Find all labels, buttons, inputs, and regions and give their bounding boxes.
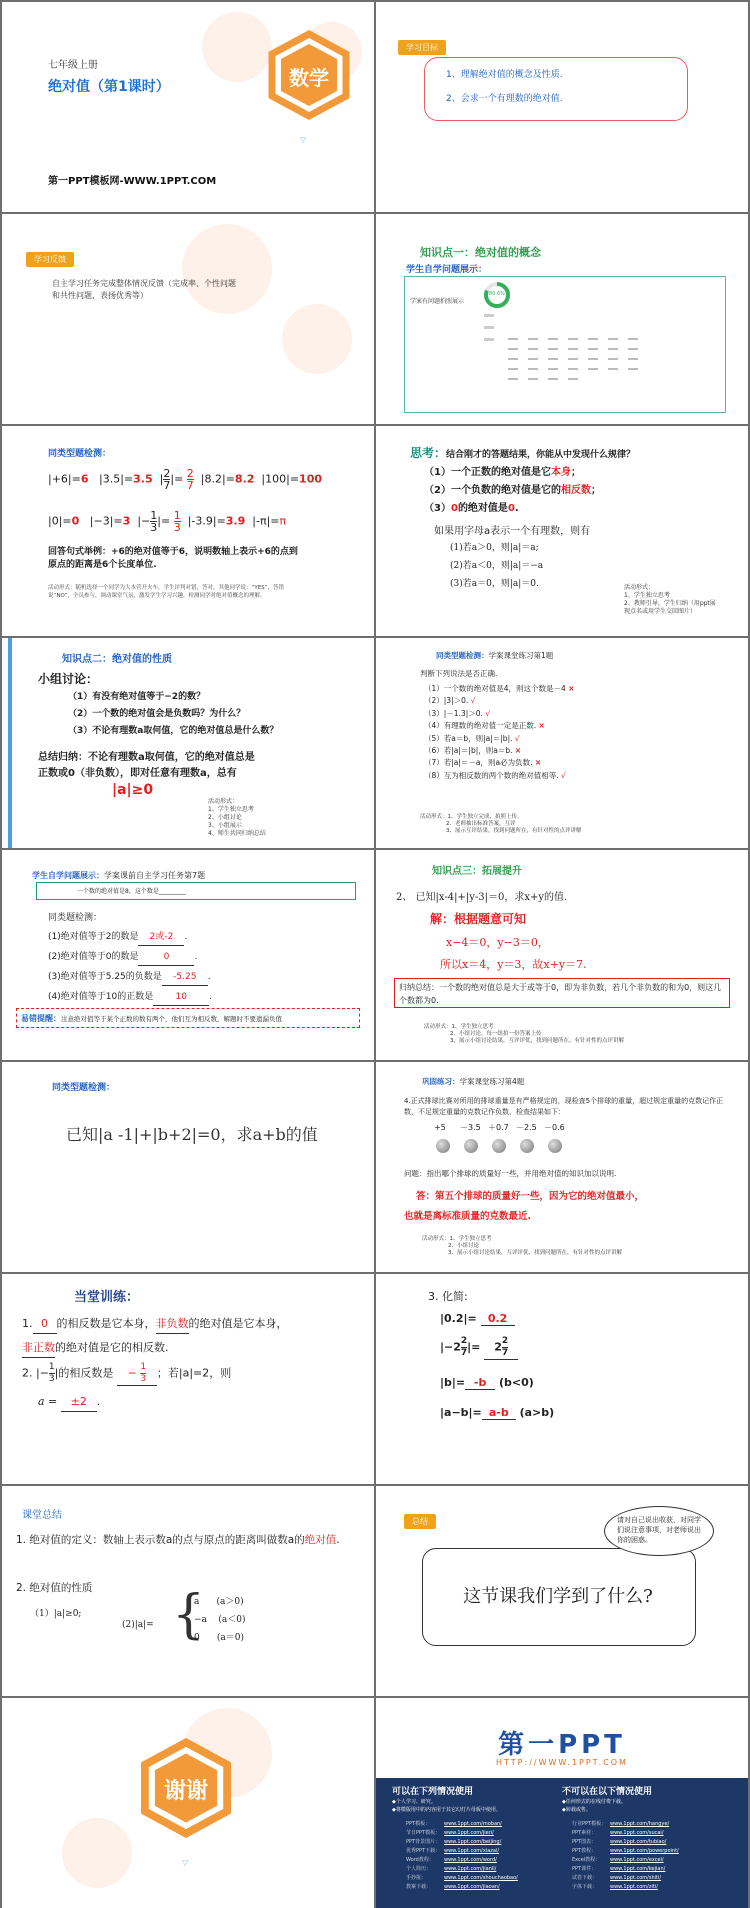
rule-3: （3）0的绝对值是0. bbox=[424, 503, 519, 514]
slide-volleyball bbox=[376, 1062, 748, 1272]
think-activity: 活动形式： 1、学生独立思考 2、教师引导，学生归纳（用ppt展 现点名或用学生交回图片） bbox=[624, 584, 716, 615]
link-row[interactable]: 节日PPT模板： www.1ppt.com/jieri/ bbox=[406, 1830, 494, 1836]
reflect-main: 这节课我们学到了什么? bbox=[463, 1586, 653, 1607]
row-1: |+6|=6 |3.5|=3.5 | $\frac{2}{7}$ |= $\frac{2}{7}$ |8.2|=8.2 |100|=100 bbox=[48, 467, 323, 492]
concept-heading: 知识点一：绝对值的概念 bbox=[420, 246, 541, 259]
st-question-box: 一个数的绝对值是8，这个数是_________ bbox=[36, 882, 356, 900]
concept-sub: 学生自学问题展示： bbox=[406, 265, 488, 275]
link-row[interactable]: PPT背景图片： www.1ppt.com/beijing/ bbox=[406, 1839, 502, 1845]
summary-line-2: 2. 绝对值的性质 bbox=[16, 1582, 93, 1594]
c2-question: 已知|a -1|+|b+2|=0，求a+b的值 bbox=[66, 1125, 318, 1144]
answer-sample: 回答句式举例：+6的绝对值等于6，说明数轴上表示+6的点到原点的距离是6个长度单位. bbox=[48, 547, 298, 570]
slide-goals bbox=[376, 2, 748, 212]
nonneg-formula: |a|≥0 bbox=[112, 782, 154, 798]
lesson-title: 绝对值（第1课时） bbox=[48, 79, 170, 95]
tf-item-5: （5）若a＝b，则|a|＝|b|. √ bbox=[424, 733, 520, 743]
st-sub: 同类题检测： bbox=[48, 913, 103, 923]
slide-footer bbox=[376, 1698, 748, 1908]
slide-check-2 bbox=[2, 1062, 374, 1272]
vb-values: +5 －3.5 ＋0.7 －2.5 －0.6 bbox=[434, 1123, 565, 1132]
tf-heading: 同类型题检测：学案课堂练习第1题 bbox=[436, 651, 554, 660]
link-row[interactable]: Excel教程： www.1ppt.com/excel/ bbox=[572, 1857, 664, 1863]
slide-title bbox=[2, 2, 374, 212]
tf-item-1: （1）一个数的绝对值是4，则这个数是－4 × bbox=[424, 684, 575, 693]
rule-2: （2）一个负数的绝对值是它的相反数； bbox=[424, 485, 601, 496]
slide-reflect bbox=[376, 1486, 748, 1696]
summary-tag: 课堂总结 bbox=[22, 1510, 62, 1521]
rule-1: （1）一个正数的绝对值是它本身； bbox=[424, 467, 581, 478]
vb-balls bbox=[436, 1138, 562, 1157]
slide-abs-check bbox=[2, 426, 374, 636]
triangle-icon: ▽ bbox=[182, 1858, 189, 1867]
grade-label: 七年级上册 bbox=[48, 60, 98, 71]
letter-a-line: 如果用字母a表示一个有理数，则有 bbox=[434, 526, 591, 537]
property-2: (2)|a|= bbox=[122, 1620, 154, 1630]
simplify-row-4: |a−b|= a-b (a>b) bbox=[440, 1406, 555, 1419]
link-row[interactable]: PPT图表： www.1ppt.com/tubiao/ bbox=[572, 1839, 667, 1845]
math-logo-text: 数学 bbox=[289, 66, 329, 90]
link-row[interactable]: 试卷下载： www.1ppt.com/shiti/ bbox=[572, 1875, 662, 1881]
links-right bbox=[572, 1820, 679, 1892]
tf-item-7: （7）若|a|＝－a，则a必为负数. × bbox=[424, 758, 542, 768]
volleyball-icon bbox=[436, 1139, 450, 1153]
vb-activity: 活动形式：1、学生独立思考 2、小组讨论 3、展示小组讨论结果，互评评优，找到问题所在，有针对性的点评讲解 bbox=[422, 1236, 623, 1256]
ext-heading: 知识点三：拓展提升 bbox=[432, 866, 522, 877]
st-warn-box: 易错提醒：注意绝对值等于某个正数的数有两个，他们互为相反数，解题时不要遗漏负值 bbox=[16, 1008, 360, 1028]
st-line-2: (2)绝对值等于0的数是 0 . bbox=[48, 950, 197, 966]
link-row[interactable]: PPT模板： www.1ppt.com/moban/ bbox=[406, 1821, 502, 1827]
st-line-1: (1)绝对值等于2的数是 2或-2 . bbox=[48, 930, 187, 946]
practice-line-1: 1. 0 的相反数是它本身，非负数的绝对值是它本身， bbox=[22, 1314, 288, 1334]
summary-1: 总结归纳：不论有理数a取何值，它的绝对值总是 bbox=[38, 752, 255, 763]
activity-note: 活动形式：随机选择一个同学为大本营开火车，学生评判对错，答对，其他同学说：“YES”，答错说“NO”，全员参与，调动课堂气氛，激发学生学习兴趣，检测同学对绝对值概念的理解。 bbox=[48, 585, 285, 599]
case-1: (1)若a＞0，则|a|＝a; bbox=[450, 543, 539, 553]
volleyball-icon bbox=[464, 1139, 478, 1153]
row-2: |0|=0 |−3|=3 |− $\frac{1}{3}$ |= $\frac{1}{3}$ |-3.9|=3.9 |-π|=π bbox=[48, 509, 287, 534]
slide-properties bbox=[2, 638, 374, 848]
tag-goals: 学习目标 bbox=[398, 40, 446, 55]
slide-thanks bbox=[2, 1698, 374, 1908]
simplify-title: 3. 化简: bbox=[428, 1290, 468, 1303]
check-heading: 同类型题检测： bbox=[48, 449, 112, 459]
link-row[interactable]: 字体下载： www.1ppt.com/ziti/ bbox=[572, 1884, 658, 1890]
link-row[interactable]: 行业PPT模板： www.1ppt.com/hangye/ bbox=[572, 1821, 670, 1827]
slide-summary bbox=[2, 1486, 374, 1696]
links-left bbox=[406, 1820, 518, 1892]
goals-box bbox=[424, 57, 688, 121]
tf-item-2: （2）|3|＞0. √ bbox=[424, 696, 476, 706]
vb-question: 问题：指出哪个排球的质量好一些，并用绝对值的知识加以说明. bbox=[404, 1169, 617, 1178]
tf-list bbox=[424, 683, 724, 782]
thanks-text: 谢谢 bbox=[163, 1779, 208, 1804]
link-row[interactable]: 教案下载： www.1ppt.com/jiaoan/ bbox=[406, 1884, 500, 1890]
group-q1: （1）有没有绝对值等于−2的数？ bbox=[68, 692, 206, 702]
slide-practice bbox=[2, 1274, 374, 1484]
simplify-row-1: |0.2|= 0.2 bbox=[440, 1312, 515, 1326]
think-line: 思考：结合刚才的答题结果，你能从中发现什么规律？ bbox=[410, 446, 636, 460]
case-2: (2)若a＜0，则|a|＝−a bbox=[450, 561, 544, 571]
c2-heading: 同类型题检测： bbox=[52, 1083, 116, 1093]
practice-line-3: 2. |− $\frac{1}{3}$ |的相反数是 − $\frac{1}{3}$ ；若|a|=2，则 bbox=[22, 1362, 232, 1384]
reflect-tag: 总结 bbox=[404, 1514, 436, 1529]
stats-table bbox=[484, 314, 664, 394]
simplify-row-3: |b|= -b (b<0) bbox=[440, 1376, 534, 1389]
cannot-heading: 不可以在以下情况使用 bbox=[562, 1787, 653, 1797]
tf-item-8: （8）互为相反数的两个数的绝对值相等. √ bbox=[424, 770, 566, 780]
volleyball-icon bbox=[492, 1139, 506, 1153]
slide-same-type bbox=[2, 850, 374, 1060]
group-q2: （2）一个数的绝对值会是负数吗？为什么？ bbox=[68, 709, 246, 719]
case-pos: a (a＞0) bbox=[194, 1597, 244, 1607]
vb-answer-1: 答：第五个排球的质量好一些，因为它的绝对值最小， bbox=[416, 1191, 645, 1202]
left-bar bbox=[8, 638, 12, 848]
can-list: ◆个人学习、研究。 ◆将模版用中的内容用于其它幻灯片母板中使用。 bbox=[392, 1799, 501, 1813]
st-line-4: (4)绝对值等于10的正数是 10 . bbox=[48, 990, 212, 1006]
vb-text: 4.正式排球比赛对所用的排球重量是有严格规定的，现检查5个排球的重量，超过规定重量的克数记作正数，不足规定重量的克数记作负数，检查结果如下： bbox=[404, 1097, 724, 1116]
slide-think bbox=[376, 426, 748, 636]
link-row[interactable]: PPT教程： www.1ppt.com/powerpoint/ bbox=[572, 1848, 679, 1854]
brand-logo: 第一PPT bbox=[498, 1730, 626, 1760]
summary-2: 正数或0（非负数），即对任意有理数a，总有 bbox=[38, 768, 237, 779]
ext-summary: 归纳总结：一个数的绝对值总是大于或等于0，即为非负数，若几个非负数的和为0，则这几个数都为0. bbox=[394, 978, 730, 1008]
ext-line-2: 所以x＝4，y＝3，故x+y＝7. bbox=[440, 958, 587, 971]
goal-2: 2、会求一个有理数的绝对值. bbox=[446, 94, 563, 104]
group-label: 小组讨论： bbox=[38, 672, 99, 686]
case-3: (3)若a＝0，则|a|＝0. bbox=[450, 579, 539, 589]
ext-question: 2、 已知|x-4|+|y-3|＝0，求x+y的值. bbox=[396, 892, 568, 903]
properties-heading: 知识点二：绝对值的性质 bbox=[62, 654, 172, 665]
can-heading: 可以在下列情况使用 bbox=[392, 1787, 474, 1797]
practice-line-2: 非正数的绝对值是它的相反数. bbox=[22, 1338, 169, 1358]
ring-value: 80.6% bbox=[489, 291, 505, 297]
reflect-cloud: 请对自己说出收获，对同学们说注意事项，对老师说出你的困惑。 bbox=[604, 1506, 714, 1556]
property-1: （1）|a|≥0; bbox=[30, 1609, 82, 1619]
photo-label: 学案有问题拍照展示 bbox=[410, 298, 465, 305]
slide-true-false bbox=[376, 638, 748, 848]
site-label: 第一PPT模板网-WWW.1PPT.COM bbox=[48, 176, 217, 187]
link-row[interactable]: Word教程： www.1ppt.com/word/ bbox=[406, 1857, 497, 1863]
link-row[interactable]: 手抄报： www.1ppt.com/shouchaobao/ bbox=[406, 1875, 518, 1881]
case-zero: 0 (a＝0) bbox=[194, 1633, 245, 1643]
practice-heading: 当堂训练： bbox=[74, 1290, 140, 1305]
ext-line-1: x−4＝0，y−3＝0， bbox=[446, 936, 549, 949]
link-row[interactable]: 优秀PPT下载： www.1ppt.com/xiazai/ bbox=[406, 1848, 500, 1854]
simplify-row-2: |−2 $\frac{2}{7}$ |= 2 $\frac{2}{7}$ bbox=[440, 1336, 518, 1360]
volleyball-icon bbox=[520, 1139, 534, 1153]
link-row[interactable]: 个人简历： www.1ppt.com/jianli/ bbox=[406, 1866, 497, 1872]
tag-feedback: 学习反馈 bbox=[26, 252, 74, 267]
slide-simplify bbox=[376, 1274, 748, 1484]
link-row[interactable]: PPT素材： www.1ppt.com/sucai/ bbox=[572, 1830, 664, 1836]
case-neg: −a (a＜0) bbox=[194, 1615, 246, 1625]
goal-1: 1、理解绝对值的概念及性质. bbox=[446, 70, 563, 80]
slide-concept bbox=[376, 214, 748, 424]
tf-activity: 活动形式：1、学生独立完成，拍照上传。 2、老师抽出标准答案，互评 3、展示互评结果，找到问题所在，有针对性的点评讲解 bbox=[420, 814, 582, 834]
cases-brace: { bbox=[172, 1585, 206, 1645]
st-line-3: (3)绝对值等于5.25的负数是 -5.25 . bbox=[48, 970, 211, 986]
link-row[interactable]: PPT课件： www.1ppt.com/kejian/ bbox=[572, 1866, 666, 1872]
practice-line-4: a = ±2 . bbox=[38, 1392, 100, 1412]
volleyball-icon bbox=[548, 1139, 562, 1153]
tf-item-6: （6）若|a|＝|b|，则a＝b. × bbox=[424, 746, 522, 756]
vb-answer-2: 也就是离标准质量的克数最近. bbox=[404, 1211, 532, 1222]
slide-extension bbox=[376, 850, 748, 1060]
vb-heading: 巩固练习：学案课堂练习第4题 bbox=[422, 1077, 525, 1086]
ext-solution: 解：根据题意可知 bbox=[430, 912, 527, 926]
slide-feedback bbox=[2, 214, 374, 424]
cannot-list: ◆任何形式的在线付费下载。 ◆转载或售。 bbox=[562, 1799, 626, 1813]
brand-url[interactable]: HTTP://WWW.1PPT.COM bbox=[496, 1758, 628, 1767]
properties-activity: 活动形式： 1、学生独立思考 2、小组讨论 3、小组展示 4、师生共同归纳总结 bbox=[208, 798, 266, 837]
ext-activity: 活动形式：1、学生独立思考 2、小组讨论，每一组拍一份答案上传 3、展示小组讨论结果，互评评优，找到问题所在，有针对性的点评讲解 bbox=[424, 1024, 625, 1044]
tf-item-3: （3）|－1.3|＞0. √ bbox=[424, 708, 491, 718]
group-q3: （3）不论有理数a取何值，它的绝对值总是什么数？ bbox=[68, 726, 279, 736]
tf-intro: 判断下列说法是否正确. bbox=[420, 669, 498, 678]
triangle-icon: ▽ bbox=[300, 135, 307, 144]
summary-line-1: 1. 绝对值的定义：数轴上表示数a的点与原点的距离叫做数a的绝对值. bbox=[16, 1534, 340, 1546]
st-heading: 学生自学问题展示：学案课前自主学习任务第7题 bbox=[32, 871, 206, 880]
tf-item-4: （4）有理数的绝对值一定是正数. × bbox=[424, 721, 545, 731]
feedback-text: 自主学习任务完成整体情况反馈（完成率、个性问题和共性问题，表扬优秀等） bbox=[52, 279, 236, 300]
